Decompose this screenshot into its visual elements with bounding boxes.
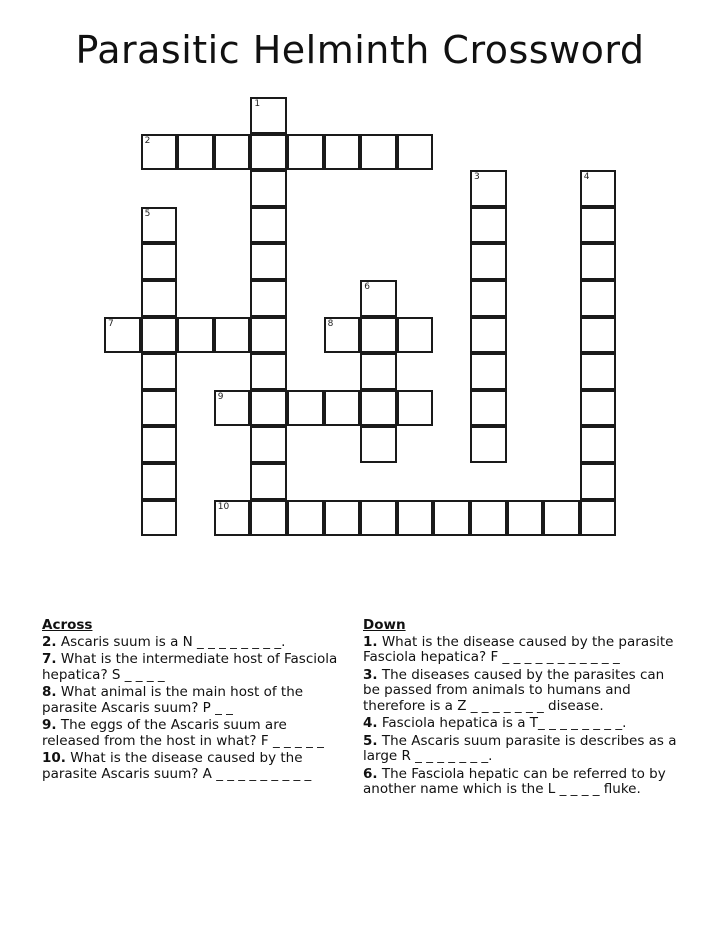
crossword-cell[interactable]: [287, 500, 324, 537]
clue-number-label: 1: [254, 99, 261, 109]
clue-number-label: 6: [364, 282, 370, 292]
crossword-cell[interactable]: [324, 134, 361, 171]
clue-number-label: 2: [144, 135, 151, 146]
crossword-cell[interactable]: [470, 426, 507, 463]
clue-number-label: 9: [217, 391, 224, 402]
clue-number-label: 5: [144, 208, 151, 219]
crossword-cell[interactable]: [580, 317, 617, 354]
crossword-cell[interactable]: [580, 463, 617, 500]
clue-number: 8.: [42, 684, 57, 700]
clue-text: What animal is the main host of the parasite Ascaris suum? P _ _: [42, 684, 304, 716]
down-clues: [363, 618, 683, 800]
crossword-cell[interactable]: [177, 134, 214, 171]
crossword-cell[interactable]: [470, 353, 507, 390]
clue-number: 7.: [42, 651, 57, 667]
across-clue: [42, 635, 347, 651]
crossword-cell[interactable]: [360, 280, 397, 317]
crossword-cell[interactable]: [470, 500, 507, 537]
clue-text: Fasciola hepatica is a T_ _ _ _ _ _ _ _.: [381, 715, 627, 731]
crossword-cell[interactable]: [214, 500, 251, 537]
crossword-cell[interactable]: [287, 134, 324, 171]
down-clue: [363, 716, 683, 732]
crossword-cell[interactable]: [470, 243, 507, 280]
crossword-cell[interactable]: [177, 317, 214, 354]
down-clue: [363, 668, 683, 715]
crossword-cell[interactable]: [250, 280, 287, 317]
crossword-cell[interactable]: [360, 500, 397, 537]
crossword-cell[interactable]: [141, 500, 178, 537]
clue-number: 6.: [363, 765, 378, 782]
down-clue: [363, 635, 683, 666]
crossword-cell[interactable]: [250, 97, 287, 134]
clue-number: 10.: [42, 750, 66, 766]
crossword-cell[interactable]: [141, 280, 178, 317]
clue-number: 2.: [42, 633, 57, 650]
clue-text: The Fasciola hepatic can be referred to by another name which is the L _ _ _ _ fluke.: [363, 765, 666, 797]
crossword-cell[interactable]: [250, 134, 287, 171]
crossword-cell[interactable]: [580, 390, 617, 427]
crossword-cell[interactable]: [543, 500, 580, 537]
clue-number: 5.: [363, 732, 378, 749]
crossword-cell[interactable]: [470, 170, 507, 207]
crossword-cell[interactable]: [470, 207, 507, 244]
crossword-cell[interactable]: [580, 353, 617, 390]
crossword-cell[interactable]: [360, 353, 397, 390]
crossword-cell[interactable]: [397, 500, 434, 537]
clue-number: 3.: [363, 666, 378, 683]
down-clue: [363, 734, 683, 765]
clue-number: 9.: [42, 717, 57, 733]
clue-text: What is the intermediate host of Fasciola hepatica? S _ _ _ _: [42, 651, 338, 683]
crossword-cell[interactable]: [360, 317, 397, 354]
crossword-cell[interactable]: [580, 207, 617, 244]
crossword-cell[interactable]: [580, 170, 617, 207]
crossword-cell[interactable]: [433, 500, 470, 537]
crossword-cell[interactable]: [580, 280, 617, 317]
crossword-cell[interactable]: [470, 317, 507, 354]
crossword-cell[interactable]: [324, 390, 361, 427]
crossword-cell[interactable]: [141, 317, 178, 354]
page-title: Parasitic Helminth Crossword: [75, 28, 645, 72]
crossword-cell[interactable]: [324, 317, 361, 354]
crossword-cell[interactable]: [141, 353, 178, 390]
crossword-cell[interactable]: [397, 134, 434, 171]
crossword-cell[interactable]: [214, 134, 251, 171]
crossword-cell[interactable]: [141, 134, 178, 171]
crossword-cell[interactable]: [397, 317, 434, 354]
crossword-cell[interactable]: [360, 134, 397, 171]
crossword-cell[interactable]: [214, 390, 251, 427]
clue-text: The Ascaris suum parasite is describes as a large R _ _ _ _ _ _ _.: [363, 732, 677, 764]
crossword-cell[interactable]: [104, 317, 141, 354]
crossword-cell[interactable]: [250, 207, 287, 244]
clue-number: 4.: [363, 715, 378, 731]
across-clue: [42, 718, 347, 749]
crossword-cell[interactable]: [250, 500, 287, 537]
across-heading: Across: [42, 617, 93, 633]
crossword-cell[interactable]: [141, 243, 178, 280]
crossword-cell[interactable]: [250, 390, 287, 427]
crossword-cell[interactable]: [141, 207, 178, 244]
crossword-cell[interactable]: [360, 426, 397, 463]
crossword-cell[interactable]: [507, 500, 544, 537]
crossword-cell[interactable]: [214, 317, 251, 354]
down-clue: [363, 767, 683, 798]
crossword-cell[interactable]: [397, 390, 434, 427]
across-clues: [42, 618, 347, 784]
down-heading: Down: [363, 617, 406, 633]
crossword-cell[interactable]: [580, 500, 617, 537]
crossword-cell[interactable]: [141, 426, 178, 463]
crossword-cell[interactable]: [470, 390, 507, 427]
across-clue: [42, 652, 347, 683]
clue-text: What is the disease caused by the parasite Ascaris suum? A _ _ _ _ _ _ _ _ _: [42, 750, 312, 782]
clue-number-label: 8: [327, 318, 334, 329]
crossword-cell[interactable]: [580, 426, 617, 463]
clue-number-label: 4: [583, 172, 590, 183]
crossword-cell[interactable]: [287, 390, 324, 427]
crossword-cell[interactable]: [250, 317, 287, 354]
clue-text: The diseases caused by the parasites can be passed from animals to humans and therefore is a Z _ _ _ _ _ _ _ disease.: [363, 666, 665, 714]
clue-number-label: 7: [108, 318, 114, 329]
across-clue: [42, 685, 347, 716]
clue-text: What is the disease caused by the parasite Fasciola hepatica? F _ _ _ _ _ _ _ _ _ _ _: [363, 633, 674, 665]
crossword-cell[interactable]: [250, 426, 287, 463]
crossword-cell[interactable]: [470, 280, 507, 317]
crossword-cell[interactable]: [250, 243, 287, 280]
crossword-cell[interactable]: [360, 390, 397, 427]
clue-text: The eggs of the Ascaris suum are released from the host in what? F _ _ _ _ _: [42, 717, 324, 749]
crossword-cell[interactable]: [324, 500, 361, 537]
clue-text: Ascaris suum is a N _ _ _ _ _ _ _ _.: [60, 633, 286, 650]
clue-number-label: 3: [474, 172, 480, 183]
crossword-cell[interactable]: [250, 353, 287, 390]
crossword-cell[interactable]: [580, 243, 617, 280]
crossword-cell[interactable]: [250, 463, 287, 500]
crossword-cell[interactable]: [141, 463, 178, 500]
clue-number-label: 10: [217, 501, 230, 512]
across-clue: [42, 751, 347, 782]
crossword-cell[interactable]: [250, 170, 287, 207]
clue-number: 1.: [363, 633, 378, 650]
crossword-cell[interactable]: [141, 390, 178, 427]
